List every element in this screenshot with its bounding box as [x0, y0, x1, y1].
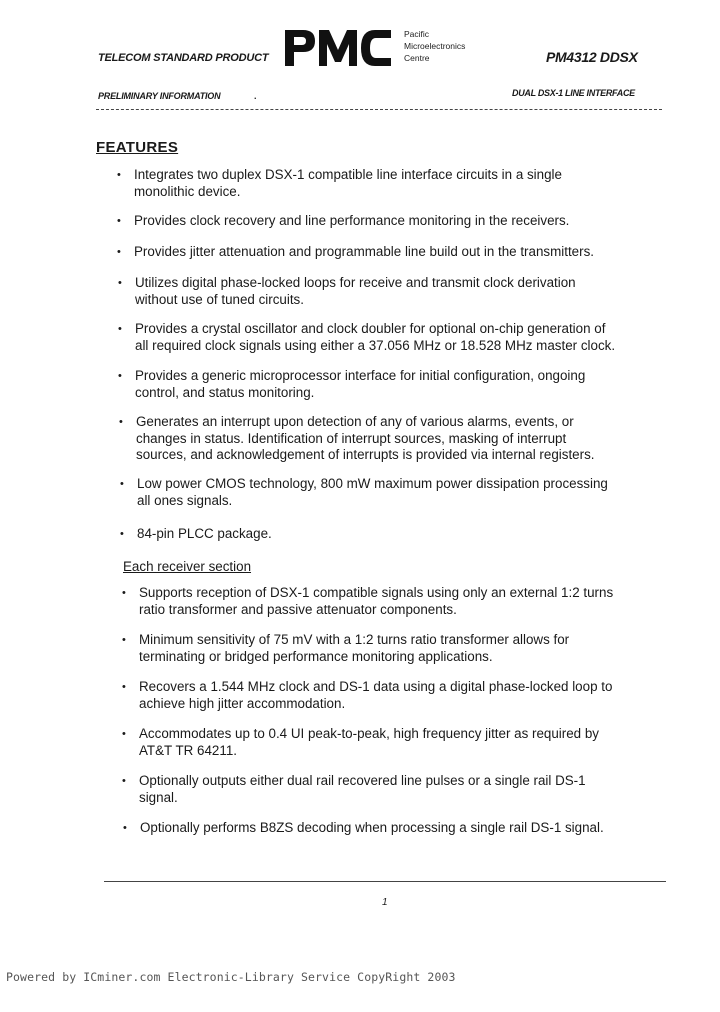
- feature-bullet-item: [120, 526, 272, 543]
- bullet-icon: •: [122, 775, 126, 787]
- document-category: TELECOM STANDARD PRODUCT: [98, 52, 269, 64]
- feature-bullet-item: [120, 476, 608, 509]
- receiver-bullet-line: AT&T TR 64211.: [139, 742, 237, 758]
- product-name: DUAL DSX-1 LINE INTERFACE: [512, 88, 635, 98]
- feature-bullet-item: [117, 244, 594, 261]
- document-status: PRELIMINARY INFORMATION: [98, 91, 221, 101]
- status-dot: .: [254, 91, 257, 101]
- feature-bullet-line: monolithic device.: [134, 183, 241, 199]
- receiver-bullet-line: Optionally outputs either dual rail recovered line pulses or a single rail DS-1: [139, 773, 586, 788]
- receiver-bullet-line: ratio transformer and passive attenuator components.: [139, 601, 457, 617]
- receiver-bullet-line: Supports reception of DSX-1 compatible signals using only an external 1:2 turns: [139, 585, 614, 600]
- feature-bullet-line: Provides a generic microprocessor interface for initial configuration, ongoing: [135, 368, 586, 383]
- feature-bullet-line: changes in status. Identification of interrupt sources, masking of interrupt: [136, 430, 567, 446]
- feature-bullet-item: [118, 275, 576, 308]
- feature-bullet-line: all required clock signals using either a 37.056 MHz or 18.528 MHz master clock.: [135, 337, 616, 353]
- receiver-bullet-line: Accommodates up to 0.4 UI peak-to-peak, high frequency jitter as required by: [139, 726, 599, 741]
- feature-bullet-line: 84-pin PLCC package.: [137, 526, 272, 541]
- feature-bullet-item: [118, 368, 586, 401]
- features-heading: FEATURES: [96, 139, 179, 156]
- header-divider: [96, 109, 662, 111]
- pmc-logo: [283, 26, 393, 70]
- receiver-bullet-item: [122, 726, 599, 759]
- bullet-icon: •: [122, 634, 126, 646]
- bullet-icon: •: [122, 681, 126, 693]
- feature-bullet-line: Utilizes digital phase-locked loops for receive and transmit clock derivation: [135, 275, 576, 290]
- bullet-icon: •: [118, 277, 122, 289]
- receiver-bullet-line: signal.: [139, 789, 178, 805]
- receiver-bullet-item: [123, 820, 604, 837]
- bullet-icon: •: [120, 528, 124, 540]
- receiver-bullet-line: Optionally performs B8ZS decoding when processing a single rail DS-1 signal.: [140, 820, 604, 835]
- logo-sub-line: Pacific: [404, 29, 430, 39]
- receiver-bullet-item: [122, 679, 613, 712]
- feature-bullet-line: without use of tuned circuits.: [135, 291, 304, 307]
- feature-bullet-line: Provides a crystal oscillator and clock doubler for optional on-chip generation of: [135, 321, 606, 336]
- bullet-icon: •: [123, 822, 127, 834]
- bullet-icon: •: [117, 169, 121, 181]
- receiver-bullet-item: [122, 773, 586, 806]
- receiver-bullet-item: [122, 585, 614, 618]
- feature-bullet-line: Low power CMOS technology, 800 mW maximum power dissipation processing: [137, 476, 608, 491]
- footer-divider: [104, 881, 666, 883]
- feature-bullet-line: Generates an interrupt upon detection of any of various alarms, events, or: [136, 414, 574, 429]
- part-number: PM4312 DDSX: [546, 49, 638, 65]
- bullet-icon: •: [118, 370, 122, 382]
- page-number: 1: [382, 897, 388, 908]
- feature-bullet-line: control, and status monitoring.: [135, 384, 315, 400]
- receiver-bullet-line: Recovers a 1.544 MHz clock and DS-1 data using a digital phase-locked loop to: [139, 679, 613, 694]
- bullet-icon: •: [119, 416, 123, 428]
- feature-bullet-item: [119, 414, 595, 464]
- feature-bullet-item: [117, 213, 570, 230]
- receiver-bullet-line: terminating or bridged performance monitoring applications.: [139, 648, 493, 664]
- feature-bullet-item: [118, 321, 616, 354]
- receiver-bullet-item: [122, 632, 570, 665]
- logo-subtitle: [404, 28, 465, 64]
- powered-by-notice: Powered by ICminer.com Electronic-Library Service CopyRight 2003: [6, 970, 456, 984]
- receiver-bullet-line: achieve high jitter accommodation.: [139, 695, 346, 711]
- logo-sub-line: Centre: [404, 53, 430, 63]
- bullet-icon: •: [122, 587, 126, 599]
- feature-bullet-line: sources, and acknowledgement of interrupts is provided via internal registers.: [136, 447, 595, 462]
- receiver-bullet-line: Minimum sensitivity of 75 mV with a 1:2 turns ratio transformer allows for: [139, 632, 570, 647]
- pmc-logo-graphic: [283, 26, 393, 70]
- bullet-icon: •: [122, 728, 126, 740]
- bullet-icon: •: [118, 323, 122, 335]
- feature-bullet-item: [117, 167, 562, 200]
- bullet-icon: •: [117, 246, 121, 258]
- feature-bullet-line: Integrates two duplex DSX-1 compatible line interface circuits in a single: [134, 167, 562, 182]
- feature-bullet-line: all ones signals.: [137, 492, 233, 508]
- logo-sub-line: Microelectronics: [404, 41, 466, 51]
- bullet-icon: •: [120, 478, 124, 490]
- feature-bullet-line: Provides jitter attenuation and programmable line build out in the transmitters.: [134, 244, 594, 259]
- feature-bullet-line: Provides clock recovery and line performance monitoring in the receivers.: [134, 213, 570, 228]
- receiver-section-heading: Each receiver section: [123, 559, 252, 574]
- bullet-icon: •: [117, 215, 121, 227]
